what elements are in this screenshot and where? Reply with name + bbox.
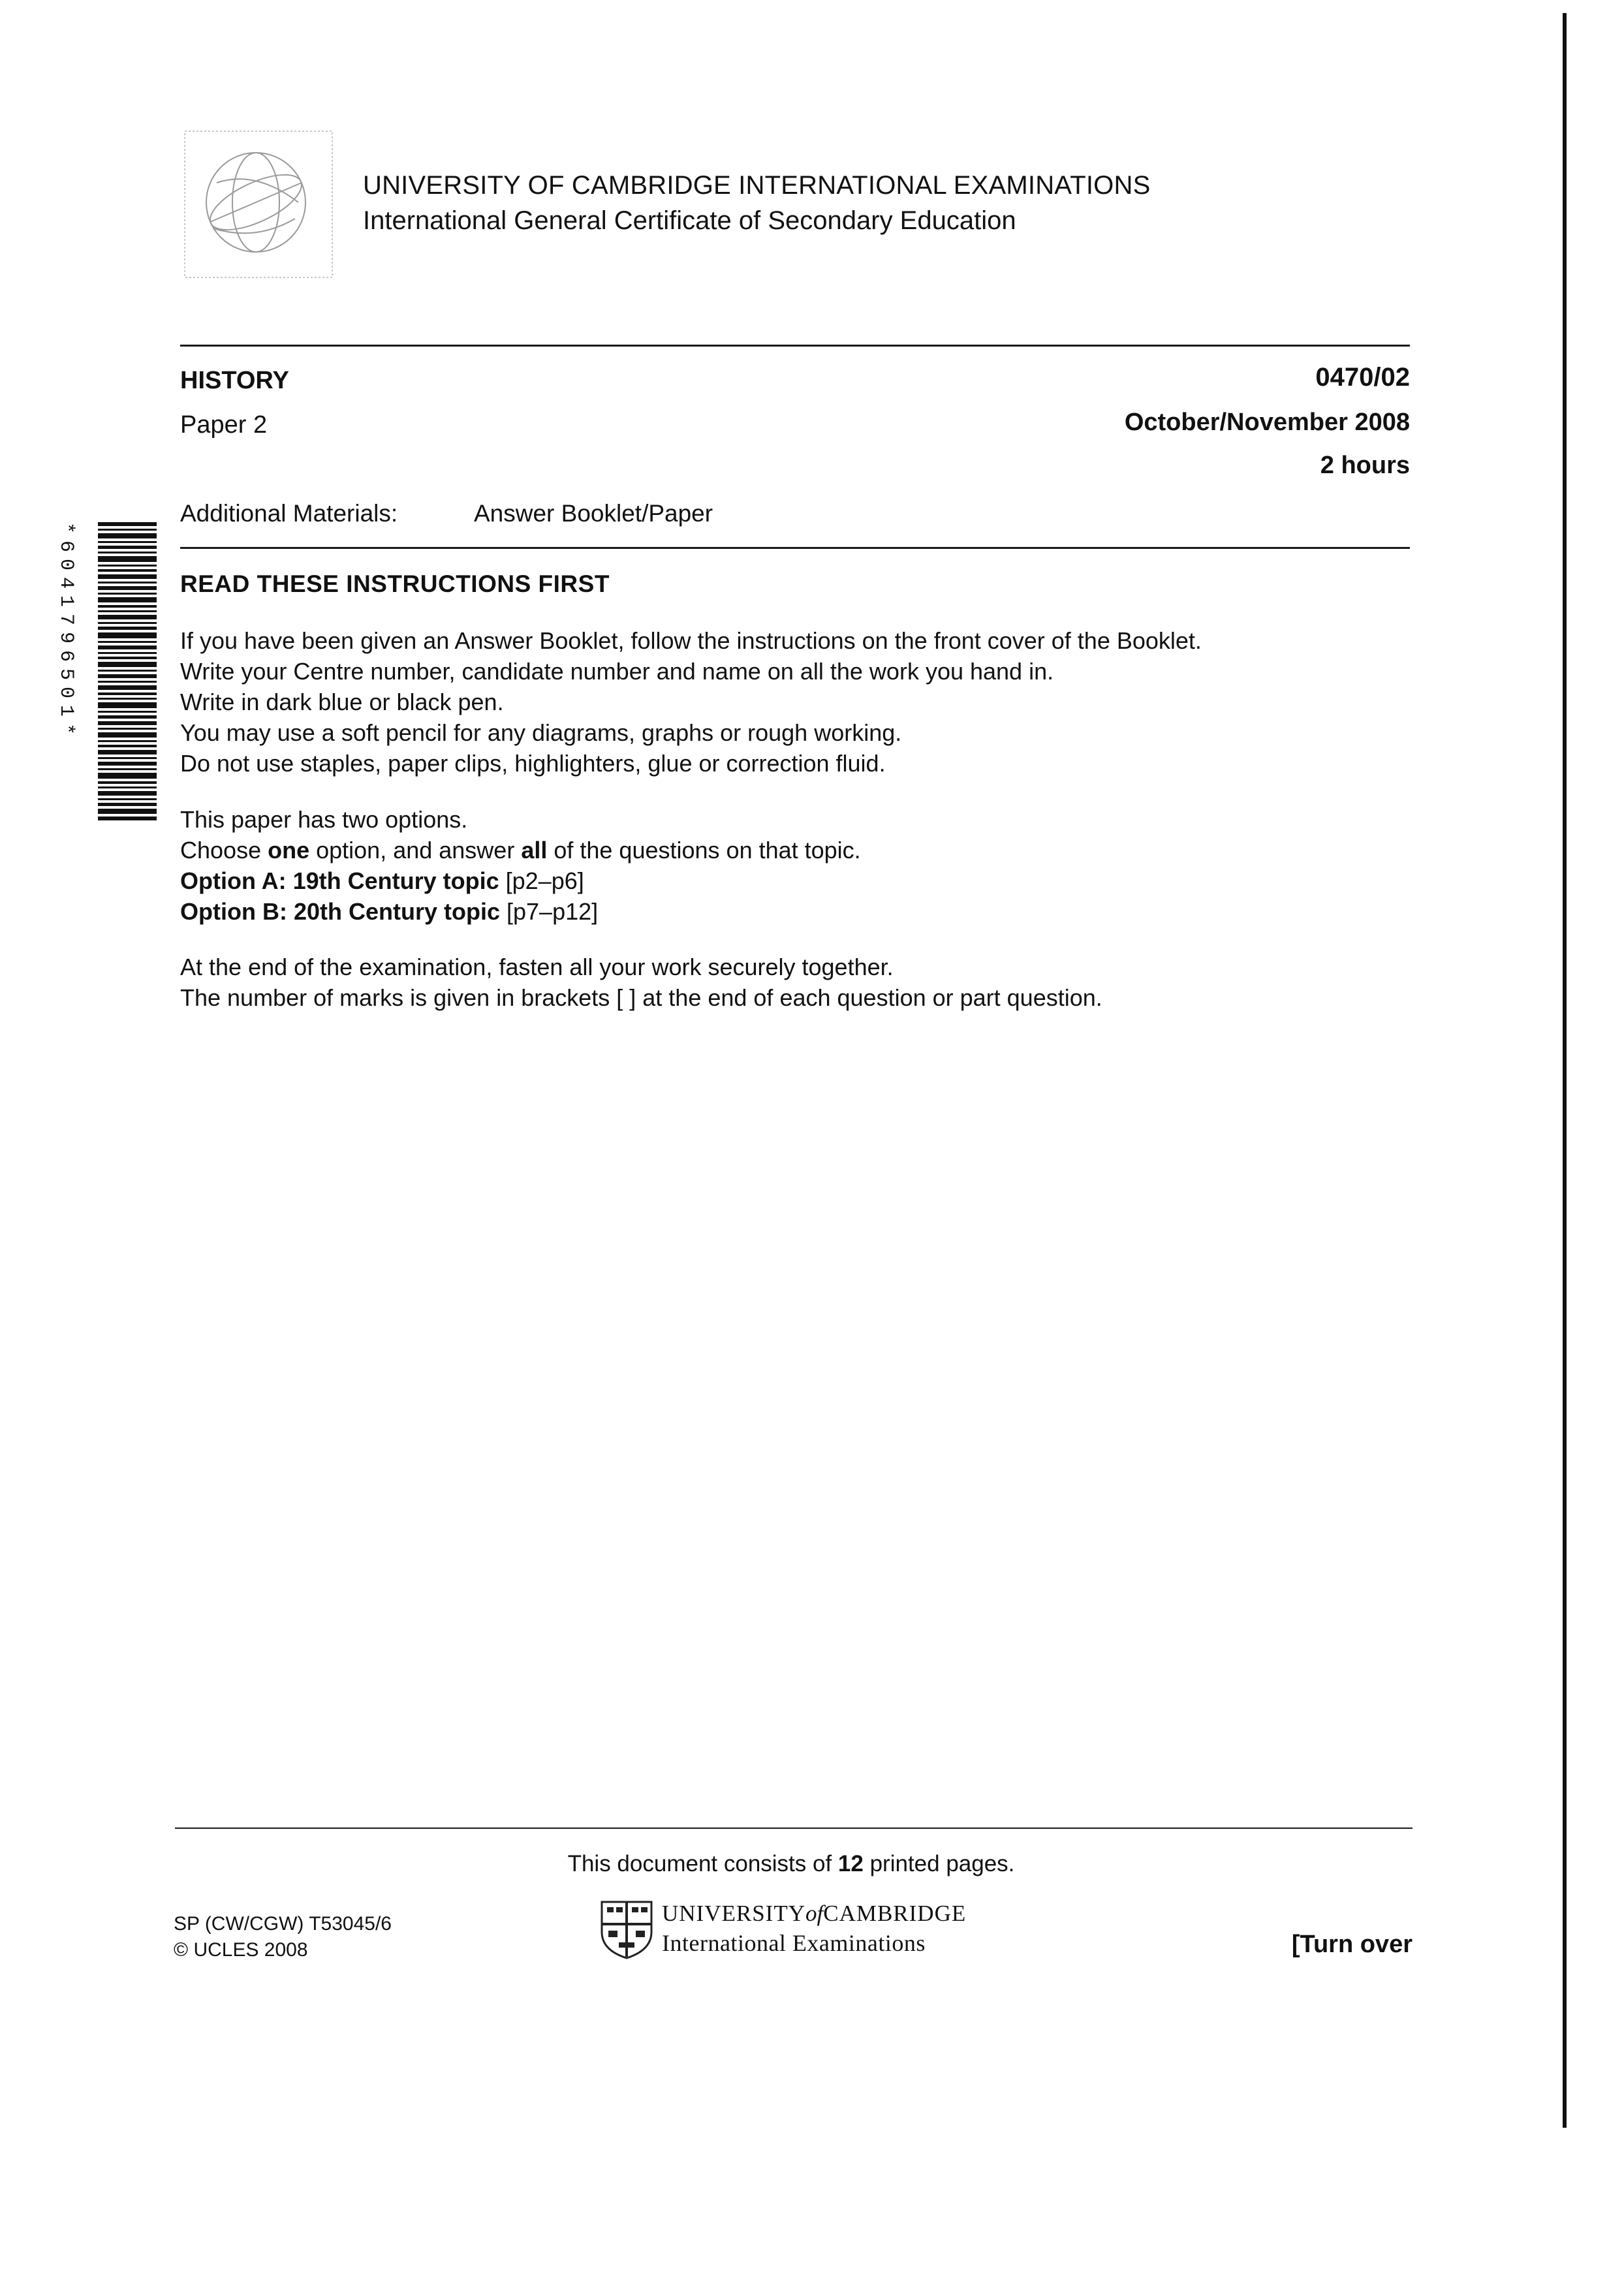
instruction-line: At the end of the examination, fasten all your work securely together.	[180, 954, 894, 980]
materials-label: Additional Materials:	[180, 500, 398, 527]
paper-number: Paper 2	[180, 411, 268, 439]
qualification-name: International General Certificate of Secondary Education	[363, 206, 1016, 235]
instruction-line: Write in dark blue or black pen.	[180, 689, 504, 715]
subject-title: HISTORY	[180, 367, 289, 394]
instruction-line: Write your Centre number, candidate number and name on all the work you hand in.	[180, 658, 1054, 685]
document-code: SP (CW/CGW) T53045/6 © UCLES 2008	[174, 1913, 392, 1961]
closing-instructions	[180, 952, 1102, 1013]
institution-name: UNIVERSITY OF CAMBRIDGE INTERNATIONAL EXAMINATIONS	[363, 171, 1151, 200]
scan-edge-line	[1563, 13, 1567, 2128]
instruction-line: Do not use staples, paper clips, highlighters, glue or correction fluid.	[180, 750, 886, 777]
turn-over-label: [Turn over	[1291, 1931, 1413, 1958]
header-rule-top	[180, 345, 1410, 347]
option-b: Option B: 20th Century topic [p7–p12]	[180, 898, 599, 925]
barcode-number: *6041796501*	[55, 522, 77, 742]
exam-duration: 2 hours	[1320, 452, 1410, 479]
materials-value: Answer Booklet/Paper	[474, 500, 713, 527]
syllabus-code: 0470/02	[1315, 363, 1410, 392]
instruction-line: If you have been given an Answer Booklet, follow the instructions on the front cover of the Booklet.	[180, 627, 1202, 654]
exam-session: October/November 2008	[1124, 409, 1410, 436]
cambridge-shield-icon	[599, 1899, 654, 1959]
choose-instruction: Choose one option, and answer all of the questions on that topic.	[180, 837, 861, 863]
options-intro: This paper has two options.	[180, 806, 468, 833]
cambridge-logo-line1: UNIVERSITYofCAMBRIDGE	[662, 1901, 967, 1926]
instructions-heading: READ THESE INSTRUCTIONS FIRST	[180, 570, 610, 597]
header-rule-bottom	[180, 547, 1410, 549]
globe-logo-icon	[184, 131, 333, 278]
footer-rule	[175, 1828, 1413, 1829]
option-instructions	[180, 804, 861, 927]
instruction-line: You may use a soft pencil for any diagrams, graphs or rough working.	[180, 719, 902, 746]
general-instructions	[180, 625, 1202, 779]
instruction-line: The number of marks is given in brackets [ ] at the end of each question or part question.	[180, 984, 1102, 1011]
barcode-icon	[98, 522, 157, 822]
option-a: Option A: 19th Century topic [p2–p6]	[180, 867, 584, 894]
cambridge-logo-line2: International Examinations	[662, 1930, 926, 1956]
page-count-note: This document consists of 12 printed pages.	[567, 1851, 1015, 1876]
